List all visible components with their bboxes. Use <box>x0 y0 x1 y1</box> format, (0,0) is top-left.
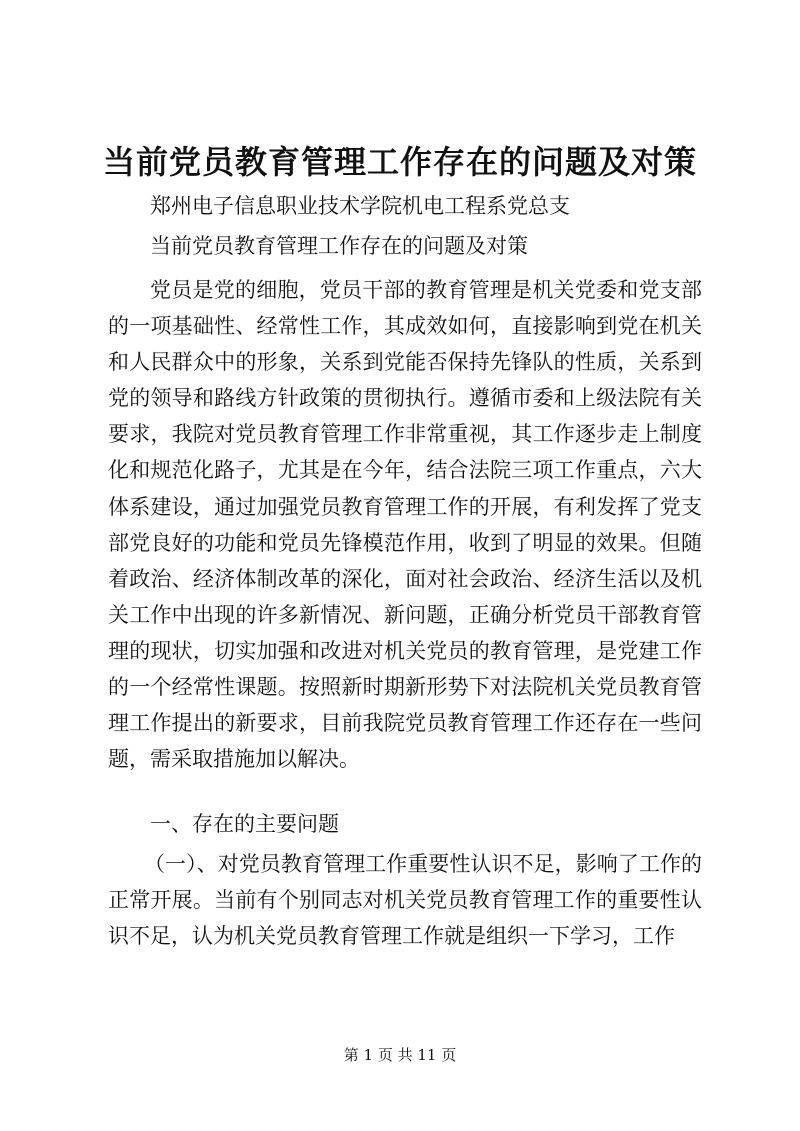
page-number-footer: 第 1 页 共 11 页 <box>343 1046 457 1064</box>
subtitle-line: 当前党员教育管理工作存在的问题及对策 <box>150 234 528 258</box>
body-paragraph-1: 党员是党的细胞，党员干部的教育管理是机关党委和党支部的一项基础性、经常性工作，其成效如何，直接影响到党在机关和人民群众中的形象，关系到党能否保持先锋队的性质，关系到党的领导和路线方针政策的贯彻执行。遵循市委和上级法院有关要求，我院对党员教育管理工作非常重视，其工作逐步走上制度化和规范化路子，尤其是在今年，结合法院三项工作重点，六大体系建设，通过加强党员教育管理工作的开展，有利发挥了党支部党良好的功能和党员先锋模范作用，收到了明显的效果。但随着政治、经济体制改革的深化，面对社会政治、经济生活以及机关工作中出现的许多新情况、新问题，正确分析党员干部教育管理的现状，切实加强和改进对机关党员的教育管理，是党建工作的一个经常性课题。按照新时期新形势下对法院机关党员教育管理工作提出的新要求，目前我院党员教育管理工作还存在一些问题，需采取措施加以解决。 <box>108 278 702 772</box>
body-paragraph-2: （一）、对党员教育管理工作重要性认识不足，影响了工作的正常开展。当前有个别同志对机关党员教育管理工作的重要性认识不足，认为机关党员教育管理工作就是组织一下学习，工作 <box>108 852 702 948</box>
section-heading: 一、存在的主要问题 <box>150 812 339 836</box>
author-line: 郑州电子信息职业技术学院机电工程系党总支 <box>150 194 570 218</box>
document-title: 当前党员教育管理工作存在的问题及对策 <box>102 143 697 181</box>
